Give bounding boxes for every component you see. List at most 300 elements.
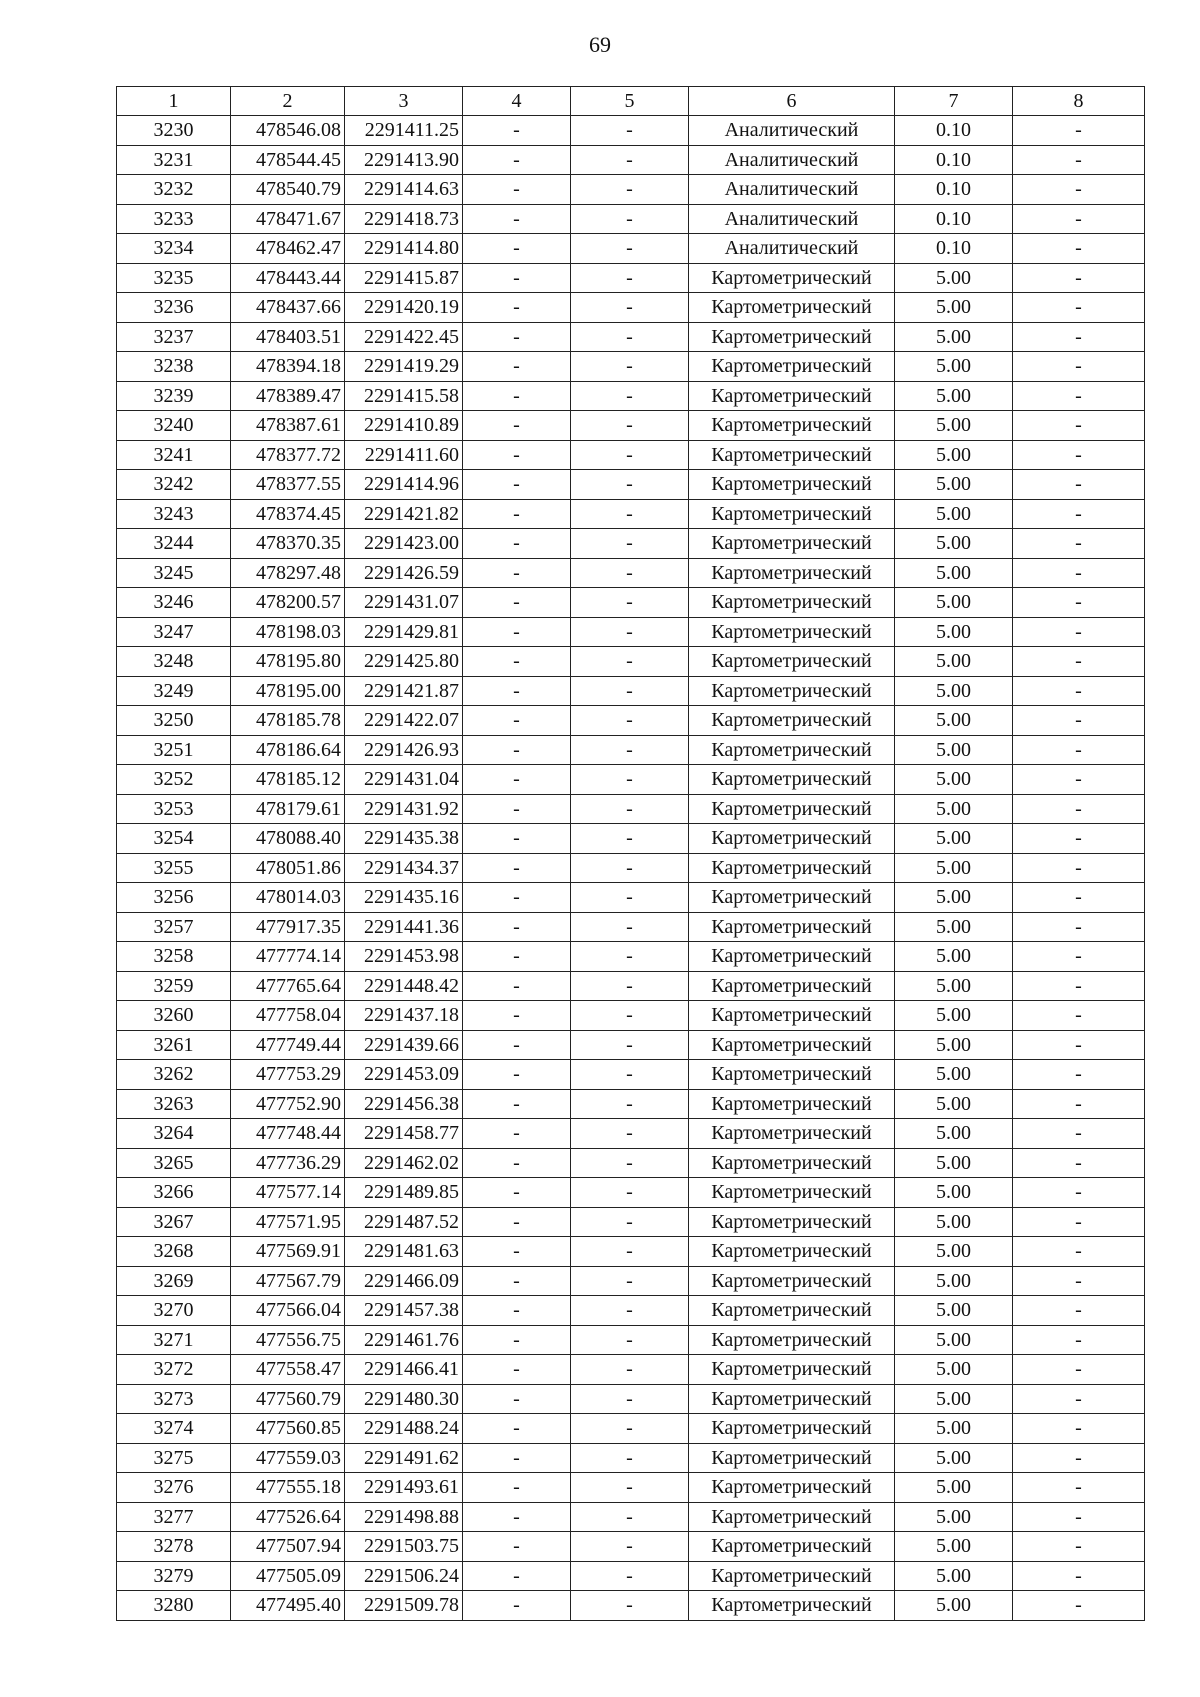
cell-col-4: - [463,1178,571,1208]
cell-col-5: - [571,381,689,411]
table-row [117,1502,1145,1532]
cell-col-5: - [571,1384,689,1414]
cell-col-5: - [571,1325,689,1355]
cell-col-8: - [1013,204,1145,234]
cell-col-4: - [463,1119,571,1149]
cell-x-coordinate: 477571.95 [231,1207,345,1237]
cell-col-8: - [1013,1030,1145,1060]
cell-x-coordinate: 477774.14 [231,942,345,972]
cell-col-5: - [571,1030,689,1060]
cell-accuracy: 5.00 [895,1237,1013,1267]
cell-point-number: 3242 [117,470,231,500]
table-row [117,1296,1145,1326]
cell-col-4: - [463,883,571,913]
cell-col-8: - [1013,1060,1145,1090]
cell-x-coordinate: 477577.14 [231,1178,345,1208]
cell-x-coordinate: 478437.66 [231,293,345,323]
table-row [117,411,1145,441]
cell-accuracy: 5.00 [895,912,1013,942]
cell-y-coordinate: 2291414.80 [345,234,463,264]
cell-accuracy: 5.00 [895,1532,1013,1562]
cell-x-coordinate: 477917.35 [231,912,345,942]
cell-y-coordinate: 2291506.24 [345,1561,463,1591]
cell-y-coordinate: 2291422.07 [345,706,463,736]
cell-col-4: - [463,1355,571,1385]
cell-col-8: - [1013,293,1145,323]
cell-point-number: 3272 [117,1355,231,1385]
table-row [117,1384,1145,1414]
cell-y-coordinate: 2291439.66 [345,1030,463,1060]
cell-method: Аналитический [689,116,895,146]
column-header: 2 [231,87,345,116]
cell-y-coordinate: 2291453.98 [345,942,463,972]
cell-x-coordinate: 478387.61 [231,411,345,441]
table-row [117,293,1145,323]
table-row [117,824,1145,854]
cell-method: Картометрический [689,853,895,883]
cell-point-number: 3273 [117,1384,231,1414]
cell-point-number: 3260 [117,1001,231,1031]
table-row [117,1443,1145,1473]
cell-col-5: - [571,145,689,175]
cell-x-coordinate: 477765.64 [231,971,345,1001]
cell-col-5: - [571,293,689,323]
cell-accuracy: 5.00 [895,1591,1013,1621]
table-row [117,352,1145,382]
table-row [117,1089,1145,1119]
cell-col-8: - [1013,411,1145,441]
cell-col-5: - [571,1355,689,1385]
column-header: 7 [895,87,1013,116]
cell-col-5: - [571,1060,689,1090]
cell-accuracy: 5.00 [895,1030,1013,1060]
cell-accuracy: 5.00 [895,322,1013,352]
cell-x-coordinate: 477566.04 [231,1296,345,1326]
cell-point-number: 3233 [117,204,231,234]
cell-point-number: 3235 [117,263,231,293]
cell-method: Картометрический [689,1325,895,1355]
cell-accuracy: 5.00 [895,1119,1013,1149]
cell-col-5: - [571,352,689,382]
cell-y-coordinate: 2291426.59 [345,558,463,588]
cell-method: Картометрический [689,647,895,677]
cell-col-8: - [1013,824,1145,854]
cell-col-4: - [463,971,571,1001]
cell-point-number: 3266 [117,1178,231,1208]
cell-method: Картометрический [689,1030,895,1060]
table-row [117,942,1145,972]
cell-y-coordinate: 2291411.60 [345,440,463,470]
cell-accuracy: 5.00 [895,470,1013,500]
cell-point-number: 3276 [117,1473,231,1503]
cell-point-number: 3240 [117,411,231,441]
cell-col-5: - [571,1532,689,1562]
cell-accuracy: 0.10 [895,116,1013,146]
cell-y-coordinate: 2291411.25 [345,116,463,146]
cell-x-coordinate: 477560.79 [231,1384,345,1414]
cell-x-coordinate: 478546.08 [231,116,345,146]
cell-point-number: 3250 [117,706,231,736]
cell-col-8: - [1013,647,1145,677]
cell-x-coordinate: 478185.12 [231,765,345,795]
cell-x-coordinate: 478195.80 [231,647,345,677]
cell-col-8: - [1013,1443,1145,1473]
cell-col-5: - [571,1561,689,1591]
cell-col-5: - [571,470,689,500]
cell-method: Картометрический [689,1561,895,1591]
table-row [117,204,1145,234]
cell-col-5: - [571,1414,689,1444]
cell-point-number: 3244 [117,529,231,559]
cell-x-coordinate: 477559.03 [231,1443,345,1473]
cell-col-5: - [571,794,689,824]
table-row [117,440,1145,470]
cell-col-5: - [571,175,689,205]
cell-point-number: 3241 [117,440,231,470]
cell-x-coordinate: 478540.79 [231,175,345,205]
cell-y-coordinate: 2291488.24 [345,1414,463,1444]
cell-x-coordinate: 478403.51 [231,322,345,352]
cell-y-coordinate: 2291410.89 [345,411,463,441]
cell-method: Картометрический [689,1178,895,1208]
cell-x-coordinate: 478195.00 [231,676,345,706]
table-row [117,529,1145,559]
cell-method: Картометрический [689,971,895,1001]
cell-col-5: - [571,558,689,588]
cell-x-coordinate: 478179.61 [231,794,345,824]
cell-accuracy: 0.10 [895,145,1013,175]
cell-y-coordinate: 2291437.18 [345,1001,463,1031]
cell-col-4: - [463,381,571,411]
cell-point-number: 3257 [117,912,231,942]
table-row [117,1060,1145,1090]
cell-x-coordinate: 478462.47 [231,234,345,264]
cell-col-8: - [1013,588,1145,618]
cell-x-coordinate: 478088.40 [231,824,345,854]
table-row [117,558,1145,588]
cell-y-coordinate: 2291493.61 [345,1473,463,1503]
cell-col-5: - [571,440,689,470]
cell-point-number: 3252 [117,765,231,795]
cell-method: Картометрический [689,794,895,824]
coordinates-table [116,86,1145,1621]
cell-accuracy: 5.00 [895,706,1013,736]
cell-y-coordinate: 2291461.76 [345,1325,463,1355]
cell-method: Картометрический [689,883,895,913]
cell-y-coordinate: 2291418.73 [345,204,463,234]
cell-col-8: - [1013,1591,1145,1621]
cell-method: Картометрический [689,529,895,559]
cell-point-number: 3249 [117,676,231,706]
cell-point-number: 3268 [117,1237,231,1267]
cell-x-coordinate: 478297.48 [231,558,345,588]
cell-y-coordinate: 2291429.81 [345,617,463,647]
cell-x-coordinate: 477505.09 [231,1561,345,1591]
cell-point-number: 3245 [117,558,231,588]
cell-point-number: 3239 [117,381,231,411]
cell-y-coordinate: 2291487.52 [345,1207,463,1237]
cell-col-8: - [1013,1414,1145,1444]
cell-y-coordinate: 2291435.16 [345,883,463,913]
cell-col-8: - [1013,706,1145,736]
table-row [117,1532,1145,1562]
cell-col-5: - [571,1296,689,1326]
cell-point-number: 3248 [117,647,231,677]
cell-y-coordinate: 2291480.30 [345,1384,463,1414]
cell-accuracy: 5.00 [895,1060,1013,1090]
cell-col-5: - [571,204,689,234]
table-row [117,1473,1145,1503]
cell-y-coordinate: 2291462.02 [345,1148,463,1178]
cell-point-number: 3265 [117,1148,231,1178]
cell-x-coordinate: 477567.79 [231,1266,345,1296]
cell-accuracy: 5.00 [895,971,1013,1001]
cell-point-number: 3254 [117,824,231,854]
cell-col-4: - [463,322,571,352]
cell-accuracy: 5.00 [895,1089,1013,1119]
cell-col-8: - [1013,1561,1145,1591]
cell-y-coordinate: 2291431.92 [345,794,463,824]
cell-col-5: - [571,1237,689,1267]
cell-method: Картометрический [689,352,895,382]
cell-point-number: 3251 [117,735,231,765]
cell-accuracy: 5.00 [895,1473,1013,1503]
cell-accuracy: 5.00 [895,352,1013,382]
cell-col-8: - [1013,853,1145,883]
cell-col-8: - [1013,1532,1145,1562]
table-row [117,1001,1145,1031]
cell-col-5: - [571,735,689,765]
cell-col-4: - [463,588,571,618]
cell-col-8: - [1013,116,1145,146]
cell-x-coordinate: 478185.78 [231,706,345,736]
cell-col-4: - [463,617,571,647]
column-header: 4 [463,87,571,116]
cell-col-8: - [1013,883,1145,913]
cell-y-coordinate: 2291448.42 [345,971,463,1001]
cell-method: Картометрический [689,1296,895,1326]
cell-method: Картометрический [689,1001,895,1031]
cell-point-number: 3271 [117,1325,231,1355]
cell-method: Картометрический [689,1355,895,1385]
cell-accuracy: 5.00 [895,1296,1013,1326]
cell-y-coordinate: 2291453.09 [345,1060,463,1090]
cell-point-number: 3275 [117,1443,231,1473]
cell-col-8: - [1013,381,1145,411]
table-row [117,971,1145,1001]
cell-method: Картометрический [689,765,895,795]
cell-col-4: - [463,1030,571,1060]
cell-point-number: 3232 [117,175,231,205]
cell-col-8: - [1013,1266,1145,1296]
table-row [117,1561,1145,1591]
cell-col-4: - [463,440,571,470]
cell-col-5: - [571,971,689,1001]
cell-col-4: - [463,794,571,824]
cell-accuracy: 5.00 [895,263,1013,293]
column-header: 8 [1013,87,1145,116]
cell-y-coordinate: 2291491.62 [345,1443,463,1473]
cell-y-coordinate: 2291434.37 [345,853,463,883]
cell-y-coordinate: 2291466.41 [345,1355,463,1385]
cell-accuracy: 0.10 [895,204,1013,234]
cell-x-coordinate: 477752.90 [231,1089,345,1119]
cell-col-8: - [1013,1119,1145,1149]
cell-method: Картометрический [689,381,895,411]
cell-col-8: - [1013,529,1145,559]
cell-col-5: - [571,1001,689,1031]
cell-y-coordinate: 2291414.63 [345,175,463,205]
cell-col-5: - [571,1207,689,1237]
cell-point-number: 3269 [117,1266,231,1296]
table-row [117,1148,1145,1178]
cell-accuracy: 5.00 [895,676,1013,706]
cell-x-coordinate: 477758.04 [231,1001,345,1031]
cell-accuracy: 5.00 [895,1266,1013,1296]
cell-method: Картометрический [689,1266,895,1296]
table-row [117,470,1145,500]
cell-accuracy: 5.00 [895,1355,1013,1385]
cell-col-8: - [1013,145,1145,175]
cell-accuracy: 5.00 [895,1178,1013,1208]
cell-method: Аналитический [689,234,895,264]
cell-col-4: - [463,647,571,677]
cell-method: Картометрический [689,1237,895,1267]
cell-col-4: - [463,853,571,883]
cell-accuracy: 5.00 [895,293,1013,323]
table-row [117,883,1145,913]
table-row [117,1266,1145,1296]
cell-accuracy: 5.00 [895,588,1013,618]
cell-accuracy: 5.00 [895,529,1013,559]
cell-col-4: - [463,1060,571,1090]
cell-accuracy: 5.00 [895,794,1013,824]
cell-col-4: - [463,1532,571,1562]
cell-method: Картометрический [689,411,895,441]
cell-y-coordinate: 2291435.38 [345,824,463,854]
cell-col-5: - [571,853,689,883]
cell-col-8: - [1013,1473,1145,1503]
cell-x-coordinate: 477569.91 [231,1237,345,1267]
table-row [117,499,1145,529]
cell-y-coordinate: 2291425.80 [345,647,463,677]
cell-col-5: - [571,647,689,677]
cell-method: Аналитический [689,145,895,175]
cell-col-4: - [463,1089,571,1119]
cell-col-5: - [571,676,689,706]
cell-col-8: - [1013,676,1145,706]
cell-col-5: - [571,883,689,913]
cell-point-number: 3261 [117,1030,231,1060]
cell-method: Картометрический [689,1148,895,1178]
table-row [117,263,1145,293]
cell-col-5: - [571,1473,689,1503]
cell-point-number: 3264 [117,1119,231,1149]
cell-accuracy: 5.00 [895,1502,1013,1532]
table-row [117,1030,1145,1060]
cell-point-number: 3262 [117,1060,231,1090]
cell-col-8: - [1013,942,1145,972]
cell-col-8: - [1013,1502,1145,1532]
cell-y-coordinate: 2291422.45 [345,322,463,352]
cell-x-coordinate: 477753.29 [231,1060,345,1090]
cell-col-5: - [571,1178,689,1208]
cell-x-coordinate: 478014.03 [231,883,345,913]
cell-col-5: - [571,824,689,854]
cell-col-8: - [1013,912,1145,942]
cell-col-4: - [463,1266,571,1296]
cell-y-coordinate: 2291415.87 [345,263,463,293]
cell-x-coordinate: 478186.64 [231,735,345,765]
cell-x-coordinate: 477556.75 [231,1325,345,1355]
cell-col-4: - [463,1473,571,1503]
cell-x-coordinate: 478370.35 [231,529,345,559]
cell-col-4: - [463,824,571,854]
cell-col-4: - [463,470,571,500]
cell-col-4: - [463,1384,571,1414]
table-row [117,1325,1145,1355]
cell-col-4: - [463,263,571,293]
cell-method: Картометрический [689,676,895,706]
cell-x-coordinate: 477495.40 [231,1591,345,1621]
cell-col-4: - [463,1325,571,1355]
cell-point-number: 3234 [117,234,231,264]
cell-method: Картометрический [689,824,895,854]
cell-accuracy: 5.00 [895,558,1013,588]
cell-method: Картометрический [689,440,895,470]
cell-col-8: - [1013,1384,1145,1414]
cell-col-8: - [1013,322,1145,352]
cell-x-coordinate: 477558.47 [231,1355,345,1385]
cell-col-8: - [1013,1207,1145,1237]
table-row [117,794,1145,824]
cell-col-8: - [1013,1178,1145,1208]
cell-col-5: - [571,617,689,647]
cell-y-coordinate: 2291466.09 [345,1266,463,1296]
cell-col-4: - [463,204,571,234]
cell-col-5: - [571,1089,689,1119]
cell-method: Картометрический [689,322,895,352]
table-row [117,735,1145,765]
cell-x-coordinate: 478377.55 [231,470,345,500]
cell-col-8: - [1013,440,1145,470]
cell-col-4: - [463,1237,571,1267]
cell-accuracy: 0.10 [895,234,1013,264]
cell-accuracy: 5.00 [895,1001,1013,1031]
table-row [117,1119,1145,1149]
cell-col-4: - [463,1207,571,1237]
table-row [117,381,1145,411]
cell-x-coordinate: 478051.86 [231,853,345,883]
cell-col-8: - [1013,234,1145,264]
cell-col-8: - [1013,263,1145,293]
table-row [117,853,1145,883]
cell-col-4: - [463,1443,571,1473]
cell-point-number: 3270 [117,1296,231,1326]
cell-col-5: - [571,706,689,736]
cell-y-coordinate: 2291426.93 [345,735,463,765]
table-row [117,322,1145,352]
cell-point-number: 3253 [117,794,231,824]
cell-col-5: - [571,1443,689,1473]
cell-y-coordinate: 2291456.38 [345,1089,463,1119]
cell-y-coordinate: 2291415.58 [345,381,463,411]
cell-method: Картометрический [689,1532,895,1562]
cell-x-coordinate: 478471.67 [231,204,345,234]
cell-accuracy: 5.00 [895,647,1013,677]
cell-col-8: - [1013,499,1145,529]
cell-y-coordinate: 2291503.75 [345,1532,463,1562]
